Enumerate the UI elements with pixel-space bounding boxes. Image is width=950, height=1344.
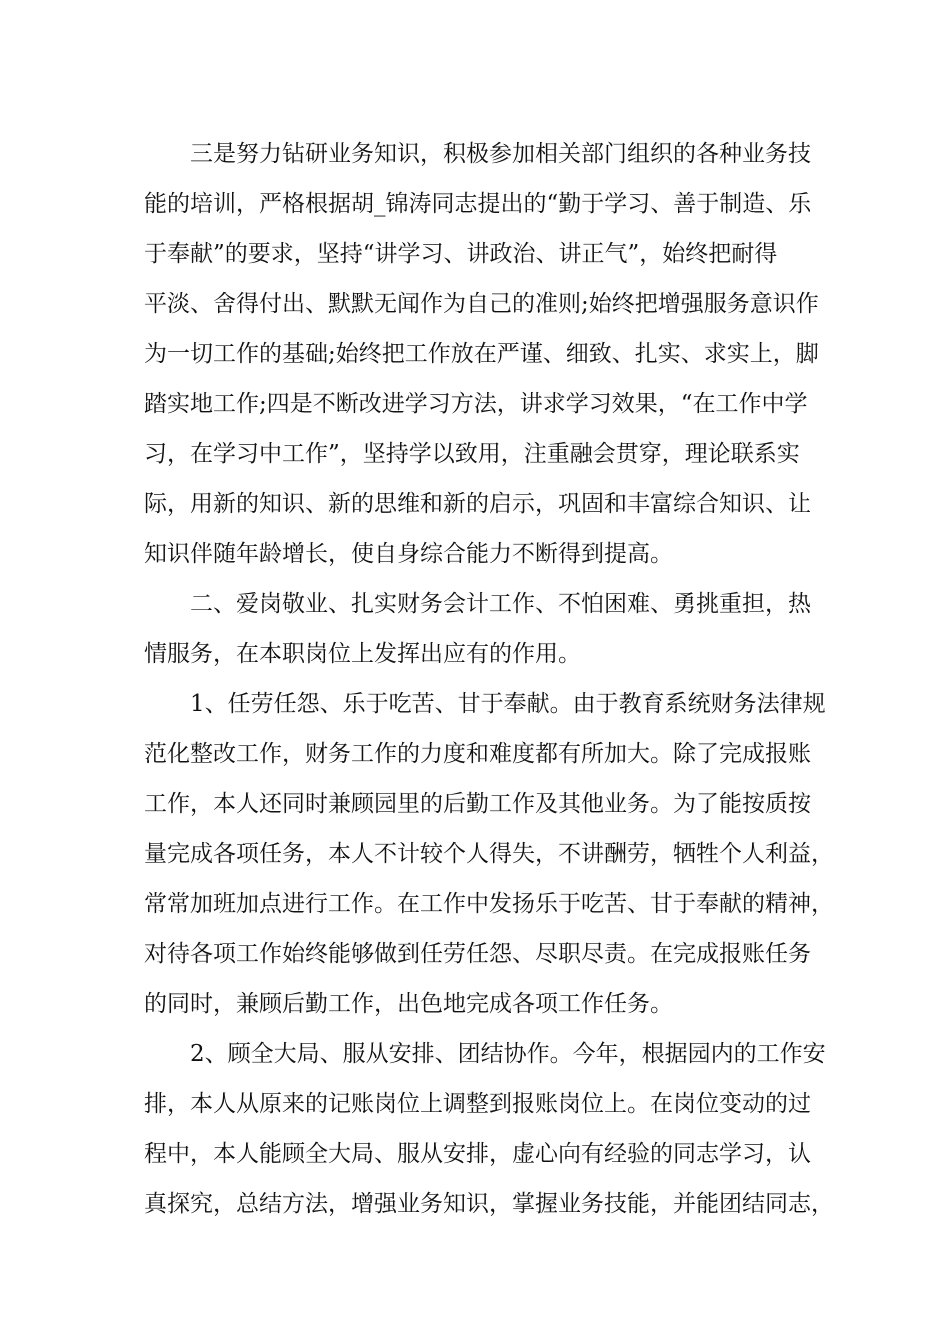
text-line: 平淡、舍得付出、默默无闻作为自己的准则;始终把增强服务意识作 bbox=[144, 291, 819, 317]
text-line: 对待各项工作始终能够做到任劳任怨、尽职尽责。在完成报账任务 bbox=[144, 941, 811, 967]
text-line: 排，本人从原来的记账岗位上调整到报账岗位上。在岗位变动的过 bbox=[144, 1091, 811, 1117]
text-line: 程中，本人能顾全大局、服从安排，虚心向有经验的同志学习，认 bbox=[144, 1141, 811, 1167]
text-line: 际，用新的知识、新的思维和新的启示，巩固和丰富综合知识、让 bbox=[144, 491, 811, 517]
text-line: 1、任劳任怨、乐于吃苦、甘于奉献。由于教育系统财务法律规 bbox=[190, 691, 826, 717]
text-line: 工作，本人还同时兼顾园里的后勤工作及其他业务。为了能按质按 bbox=[144, 791, 811, 817]
text-line: 二、爱岗敬业、扎实财务会计工作、不怕困难、勇挑重担，热 bbox=[190, 591, 811, 617]
text-line: 情服务，在本职岗位上发挥出应有的作用。 bbox=[144, 641, 581, 667]
text-line: 量完成各项任务，本人不计较个人得失，不讲酬劳，牺牲个人利益， bbox=[144, 841, 834, 867]
text-line: 踏实地工作;四是不断改进学习方法，讲求学习效果，“在工作中学 bbox=[144, 391, 808, 417]
text-line: 能的培训，严格根据胡_锦涛同志提出的“勤于学习、善于制造、乐 bbox=[144, 191, 812, 217]
text-line: 为一切工作的基础;始终把工作放在严谨、细致、扎实、求实上，脚 bbox=[144, 341, 819, 367]
text-line: 范化整改工作，财务工作的力度和难度都有所加大。除了完成报账 bbox=[144, 741, 811, 767]
text-line: 三是努力钻研业务知识，积极参加相关部门组织的各种业务技 bbox=[190, 141, 811, 167]
text-line: 常常加班加点进行工作。在工作中发扬乐于吃苦、甘于奉献的精神， bbox=[144, 891, 834, 917]
text-line: 2、顾全大局、服从安排、团结协作。今年，根据园内的工作安 bbox=[190, 1041, 826, 1067]
text-line: 习，在学习中工作”，坚持学以致用，注重融会贯穿，理论联系实 bbox=[144, 441, 800, 467]
text-line: 知识伴随年龄增长，使自身综合能力不断得到提高。 bbox=[144, 541, 673, 567]
text-line: 的同时，兼顾后勤工作，出色地完成各项工作任务。 bbox=[144, 991, 673, 1017]
text-line: 真探究，总结方法，增强业务知识，掌握业务技能，并能团结同志， bbox=[144, 1191, 834, 1217]
text-line: 于奉献”的要求，坚持“讲学习、讲政治、讲正气”，始终把耐得 bbox=[144, 241, 778, 267]
